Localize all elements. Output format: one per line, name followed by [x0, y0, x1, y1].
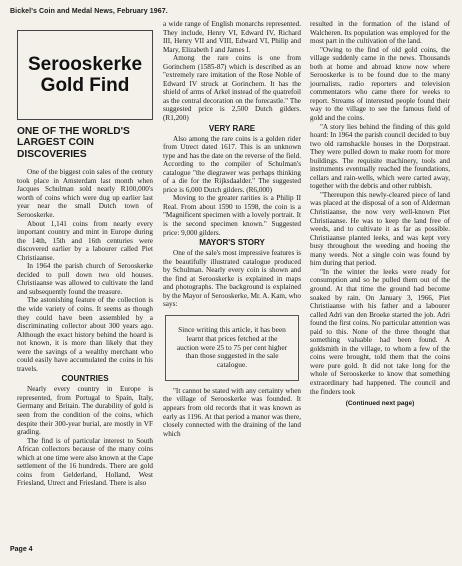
subhead-mayors-story: MAYOR'S STORY [199, 238, 265, 248]
paragraph: In 1964 the parish church of Serooskerke decided to pull down two old houses. Christiaanse was allowed to cultivate the land and subsequently found the treasure. [17, 262, 153, 296]
paragraph: Nearly every country in Europe is represented, from Portugal to Spain, Italy, Germany and Britain. The durability of gold is seen from the condition of the coins, which despite their 300-year burial, are mostly in VF grading. [17, 385, 153, 437]
paragraph: About 1,141 coins from nearly every important country and mint in Europe during the 14th, 15th and 16th centuries were discovered earlier by a labourer called Piet Christiaanse. [17, 219, 153, 262]
page-number: Page 4 [10, 546, 33, 553]
paragraph: "Owing to the find of old gold coins, the village suddenly came in the news. Thousands both at home and abroad know now where Serooskerke is to be found due to the many journalists, radio reporters and television commentators who came there for weeks to report. Streams of interested people found their way to the village to see the famous field of gold and the coins. [310, 45, 450, 123]
column-1 [17, 20, 153, 488]
paragraph: resulted in the formation of the island of Walcheren. Its population was employed for the most part in the cultivation of the land. [310, 20, 450, 46]
subhead-very-rare: VERY RARE [208, 123, 256, 133]
paragraph: "Thereupon this newly-cleared piece of land was placed at the disposal of a son of Alderman Christiaanse, the now very well-known Piet Christiaanse. He was to keep the land free of weeds, and to cultivate it as far as possible. Christiaanse planted leeks, and was kept very busy throughout the weeding and hoeing the many weeds. Not a single coin was found by him during that period. [310, 190, 450, 268]
paragraph: The find is of particular interest to South African collectors because of the many coins which at one time were also known at the Cape settlement of the 16 hundreds. There are gold coins from Gelderland, Holland, West Friesland, Utrect and Friesland. There is also [17, 436, 153, 488]
pull-quote-box: Since writing this article, it has been learnt that prices fetched at the auction were 25 to 75 per cent higher than those suggested in the sale catalogue. [165, 315, 299, 381]
paragraph: One of the sale's most impressive features is the beautifully illustrated catalogue produced by Schulman. Nearly every coin is shown and the find at Serooskerke is explained in maps and photographs. The background is explained by the Mayor of Serooskerke, Mr. A. Kam, who says: [163, 249, 301, 309]
paragraph: Among the rare coins is one from Gorinchem (1585-87) which is described as an "extremely rare imitation of the Rose Noble of Edward IV struck at Gorinchem. It has the shield of arms of Arkel instead of the quatrefoil as the central decoration on the forecastle." The suggested price is 2,500 Dutch gilders. (R1,200) [163, 54, 301, 123]
headline-box [17, 30, 153, 120]
paragraph: "In the winter the leeks were ready for consumption and so he pulled them out of the ground. At that time the ground had become soaked by rain. On January 3, 1966, Piet Christiaanse with his father and a labourer called Adri van den Broeke started the job. Adri found the first coins. No particular attention was paid to this. None of the three thought that something valuable had been found. A goldsmith in the village, to whom a few of the coins were brought, told them that the coins were pure gold. It did not take long for the whole of Serooskerke to know that something extraordinary had happened. The council and the finders took [310, 267, 450, 396]
subhead-countries: COUNTRIES [61, 374, 109, 384]
column-3 [310, 20, 450, 409]
paragraph: "It cannot be stated with any certainty when the village of Serooskerke was founded. It appears from old records that it was known as early as 1196. At that period a manor was there, closely connected with the draining of the land which [163, 386, 301, 438]
running-head: Bickel's Coin and Medal News, February 1967. [10, 8, 168, 15]
headline: Serooskerke Gold Find [27, 54, 143, 96]
continued-note: (Continued next page) [345, 400, 415, 408]
paragraph: The astonishing feature of the collection is the wide variety of coins. It seems as though they could have been assembled by a discriminating collector about 300 years ago. Although the exact history behind the hoard is not known, it is more than likely that they were the savings of a wealthy merchant who could easily have accumulated the coins in his travels. [17, 296, 153, 373]
paragraph: One of the biggest coin sales of the century took place in Amsterdam last month when Jacques Schulman sold nearly R100,000's worth of coins which were dug up earlier last year near the small Dutch town of Serooskerke. [17, 168, 153, 219]
paragraph: Also among the rare coins is a golden rider from Utrect dated 1617. This is an unknown type and has the date on the reverse of the field. According to the compiler of Schulman's catalogue "the diegrawer was perhaps thinking of a die for the Rijksdaalder." The suggested price is 6,000 Dutch gilders. (R6,000) [163, 134, 301, 194]
paragraph: Moving to the greater rarities is a Philip II Real. From about 1590 to 1598, the coin is a "Magnificent specimen with a lovely portrait. It is the second specimen known." Suggested price: 9,000 gilders. [163, 194, 301, 237]
column-2 [163, 20, 301, 438]
deck: ONE OF THE WORLD'S LARGEST COIN DISCOVERIES [17, 126, 130, 160]
paragraph: "A story lies behind the finding of this gold hoard: In 1964 the parish council decided to buy two old ramshackle houses in the Dorpstraat. They were pulled down to make room for more buildings. The requisite machinery, tools and instruments eventually reached the foundations, cellars and rain-wells, which were carted away, together with the debris and other rubbish. [310, 122, 450, 191]
paragraph: a wide range of English monarchs represented. They include, Henry VI, Edward IV, Richard III, Henry VII and VIII, Edward VI, Philip and Mary, Elizabeth I and James I. [163, 20, 301, 54]
